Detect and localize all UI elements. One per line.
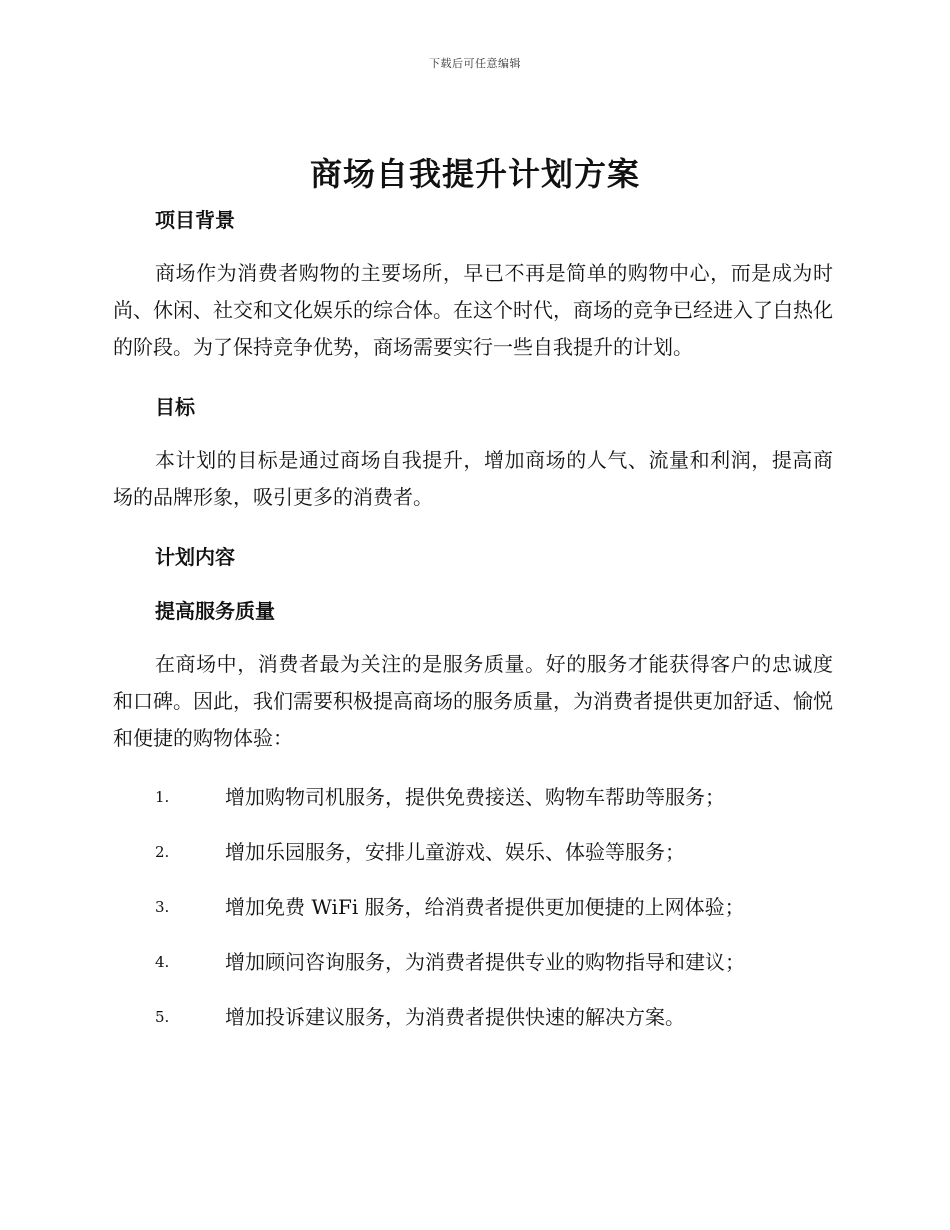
list-item-text: 增加乐园服务，安排儿童游戏、娱乐、体验等服务； bbox=[225, 840, 685, 864]
list-item-number: 1. bbox=[155, 788, 170, 806]
list-item bbox=[113, 825, 833, 880]
goal-paragraph: 本计划的目标是通过商场自我提升，增加商场的人气、流量和利润，提高商场的品牌形象，吸引更多的消费者。 bbox=[113, 448, 833, 509]
list-item-text: 增加顾问咨询服务，为消费者提供专业的购物指导和建议； bbox=[225, 950, 745, 974]
list-item-text: 增加投诉建议服务，为消费者提供快速的解决方案。 bbox=[225, 1005, 685, 1029]
service-list bbox=[113, 770, 833, 1045]
list-item bbox=[113, 880, 833, 935]
document-title: 商场自我提升计划方案 bbox=[309, 155, 640, 193]
list-item-text: 增加购物司机服务，提供免费接送、购物车帮助等服务； bbox=[225, 785, 725, 809]
list-item bbox=[113, 935, 833, 990]
list-item-text: 增加免费 WiFi 服务，给消费者提供更加便捷的上网体验； bbox=[225, 895, 745, 919]
list-item bbox=[113, 770, 833, 825]
background-paragraph: 商场作为消费者购物的主要场所，早已不再是简单的购物中心，而是成为时尚、休闲、社交和文化娱乐的综合体。在这个时代，商场的竞争已经进入了白热化的阶段。为了保持竞争优势，商场需要实行一些自我提升的计划。 bbox=[113, 261, 833, 359]
list-item-number: 5. bbox=[155, 1008, 170, 1026]
background-heading: 项目背景 bbox=[155, 208, 235, 232]
service-heading: 提高服务质量 bbox=[155, 599, 275, 623]
service-paragraph: 在商场中，消费者最为关注的是服务质量。好的服务才能获得客户的忠诚度和口碑。因此，我们需要积极提高商场的服务质量，为消费者提供更加舒适、愉悦和便捷的购物体验： bbox=[113, 652, 833, 750]
list-item-number: 4. bbox=[155, 953, 170, 971]
header-note: 下载后可任意编辑 bbox=[429, 57, 521, 70]
list-item-number: 3. bbox=[155, 898, 170, 916]
list-item bbox=[113, 990, 833, 1045]
plan-heading: 计划内容 bbox=[155, 545, 235, 569]
goal-heading: 目标 bbox=[155, 395, 195, 419]
document-body bbox=[113, 200, 833, 1045]
list-item-number: 2. bbox=[155, 843, 170, 861]
